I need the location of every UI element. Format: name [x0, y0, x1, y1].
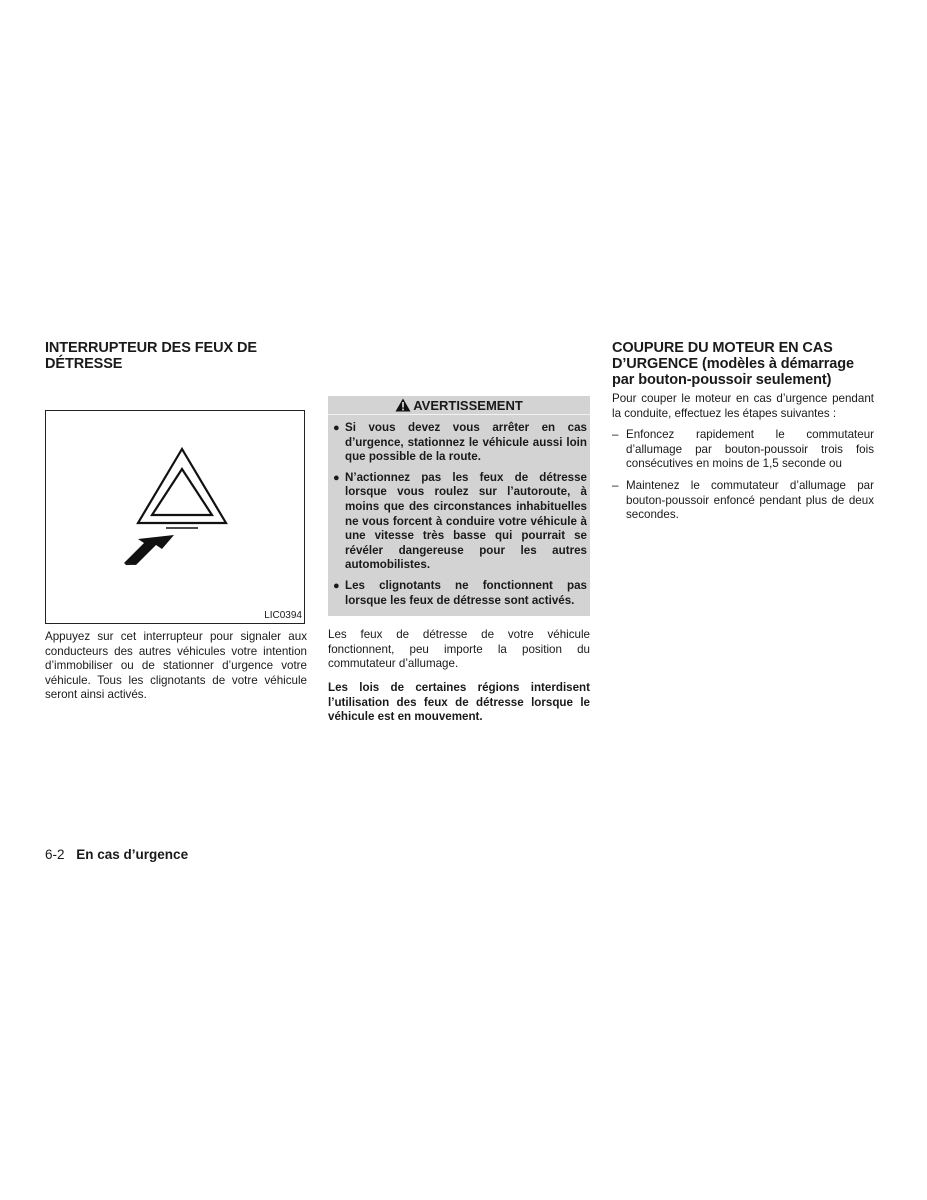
warning-triangle-icon: [395, 398, 411, 412]
warning-item: ● Si vous devez vous arrêter en cas d’urgence, stationnez le véhicule aussi loin que possible de la route.: [333, 421, 587, 464]
regional-law-note: Les lois de certaines régions interdisent l’utilisation des feux de détresse lorsque le véhicule est en mouvement.: [328, 680, 590, 724]
page-footer: [45, 847, 188, 863]
warning-box: [328, 396, 590, 616]
section-heading-hazard-switch: INTERRUPTEUR DES FEUX DE DÉTRESSE: [45, 340, 257, 372]
warning-title: AVERTISSEMENT: [413, 397, 523, 413]
column-right: [612, 340, 874, 523]
hazard-switch-description: Appuyez sur cet interrupteur pour signaler aux conducteurs des autres véhicules votre intention d’immobiliser ou de stationner d’urgence votre véhicule. Tous les clignotants de votre véhicule seront ainsi activés.: [45, 630, 307, 702]
hazard-triangle-icon: [46, 411, 304, 623]
engine-stop-intro: Pour couper le moteur en cas d’urgence pendant la conduite, effectuez les étapes suivantes :: [612, 392, 874, 420]
chapter-title: En cas d’urgence: [76, 847, 189, 862]
section-heading-emergency-engine-stop: COUPURE DU MOTEUR EN CAS D’URGENCE (modèles à démarrage par bouton-poussoir seulement): [612, 340, 854, 388]
arrow-icon: [124, 535, 174, 565]
hazard-operation-note: Les feux de détresse de votre véhicule fonctionnent, peu importe la position du commutateur d’allumage.: [328, 628, 590, 671]
column-middle: [328, 340, 590, 725]
list-item: – Enfoncez rapidement le commutateur d’allumage par bouton-poussoir trois fois consécutives en moins de 1,5 seconde ou: [612, 428, 874, 471]
page-number: 6-2: [45, 847, 65, 862]
warning-header: [328, 396, 590, 415]
warning-item: ● Les clignotants ne fonctionnent pas lorsque les feux de détresse sont activés.: [333, 578, 587, 607]
hazard-switch-figure: [45, 410, 305, 624]
warning-item: ● N’actionnez pas les feux de détresse lorsque vous roulez sur l’autoroute, à moins que des circonstances inhabituelles ne vous forcent à conduire votre véhicule à une vitesse très basse qui pourrait se révéler dangereuse pour les autres automobilistes.: [333, 470, 587, 572]
list-item: – Maintenez le commutateur d’allumage par bouton-poussoir enfoncé pendant plus de deux secondes.: [612, 478, 874, 522]
column-left: [45, 340, 307, 703]
figure-id: LIC0394: [264, 610, 302, 621]
